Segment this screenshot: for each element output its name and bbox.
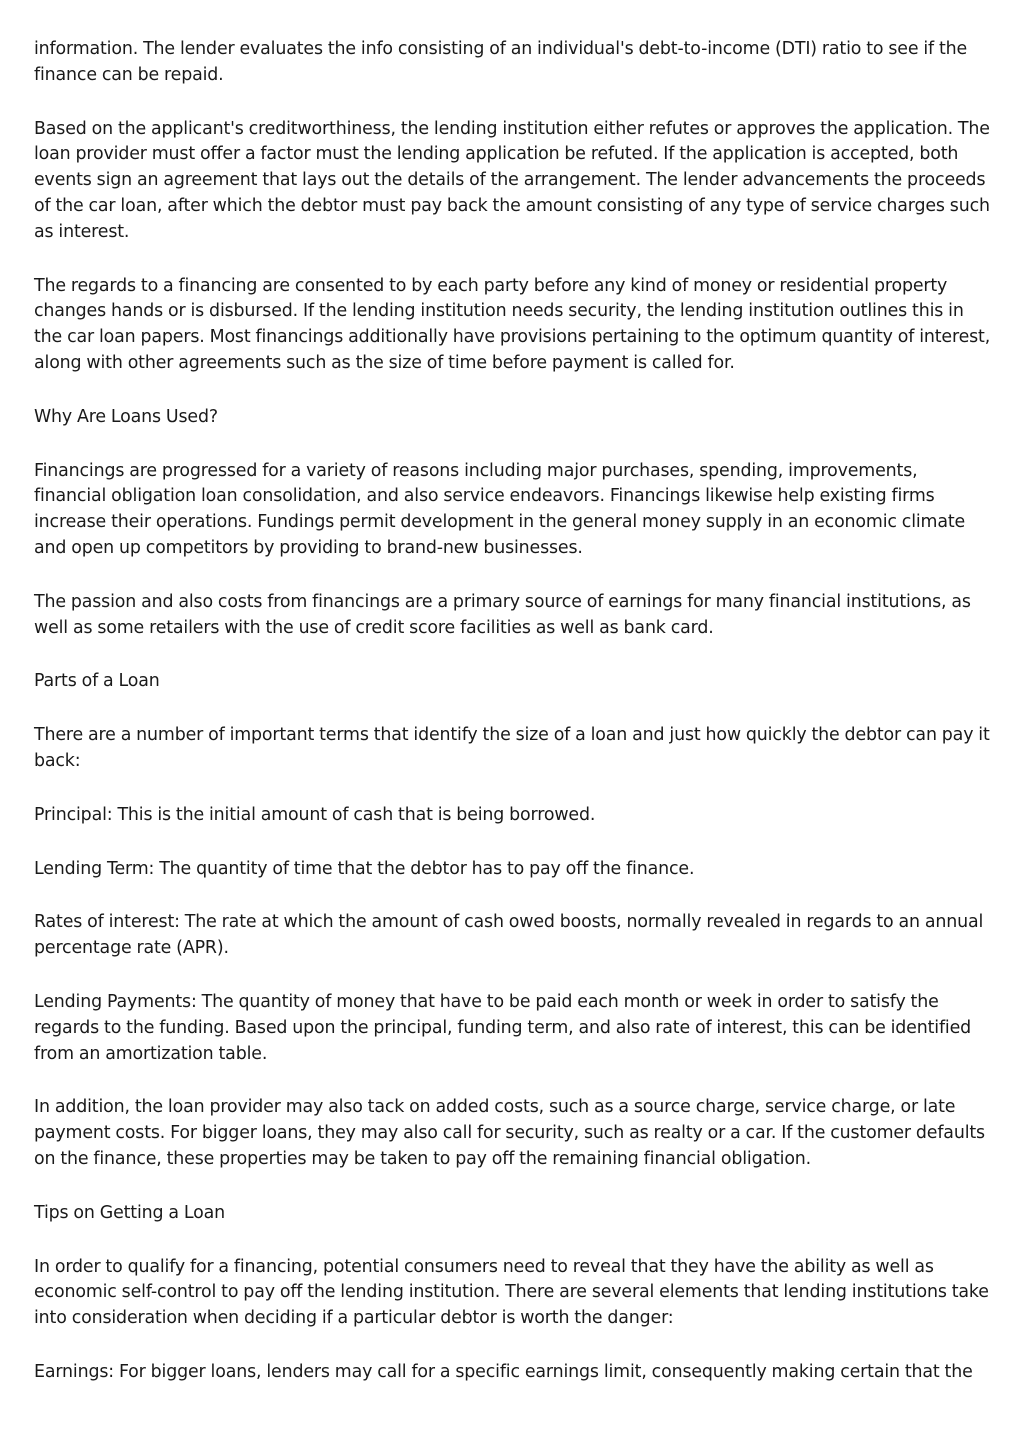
paragraph-lending-term: Lending Term: The quantity of time that the debtor has to pay off the finance.: [34, 858, 695, 879]
paragraph-earnings: Earnings: For bigger loans, lenders may call for a specific earnings limit, consequently making certain that the: [34, 1361, 973, 1382]
paragraph-interest-earnings: The passion and also costs from financings are a primary source of earnings for many financial institutions, as well as some retailers with the use of credit score facilities as well as bank card.: [34, 591, 971, 638]
paragraph-important-terms: There are a number of important terms that identify the size of a loan and just how quickly the debtor can pay it back:: [34, 725, 990, 771]
section-heading-why-loans-used: Why Are Loans Used?: [34, 406, 218, 427]
paragraph-added-costs: In addition, the loan provider may also tack on added costs, such as a source charge, service charge, or late payment costs. For bigger loans, they may also call for security, such as realty or a car. If the customer defaults on the finance, these properties may be taken to pay off the remaining financial obligation.: [34, 1097, 985, 1169]
paragraph-creditworthiness: Based on the applicant's creditworthiness, the lending institution either refutes or approves the application. The loan provider must offer a factor must the lending application be refuted. If the application is accepted, both events sign an agreement that lays out the details of the arrangement. The lender advancements the proceeds of the car loan, after which the debtor must pay back the amount consisting of any type of service charges such as interest.: [34, 118, 990, 242]
paragraph-financing-terms: The regards to a financing are consented to by each party before any kind of money or residential property changes hands or is disbursed. If the lending institution needs security, the lending institution outlines this in the car loan papers. Most financings additionally have provisions pertaining to the optimum quantity of interest, along with other agreements such as the size of time before payment is called for.: [34, 275, 991, 373]
paragraph-qualification: In order to qualify for a financing, potential consumers need to reveal that they have the ability as well as economic self-control to pay off the lending institution. There are several elements that lending institutions take into consideration when deciding if a particular debtor is worth the danger:: [34, 1256, 989, 1329]
paragraph-interest-rates: Rates of interest: The rate at which the amount of cash owed boosts, normally revealed in regards to an annual percentage rate (APR).: [34, 912, 984, 959]
paragraph-loan-purposes: Financings are progressed for a variety of reasons including major purchases, spending, improvements, financial obligation loan consolidation, and also service endeavors. Financings likewise help existing firms increase their operations. Fundings permit development in the general money supply in an economic climate and open up competitors by providing to brand-new businesses.: [34, 460, 966, 558]
section-heading-parts-of-loan: Parts of a Loan: [34, 671, 160, 692]
document-body: [34, 37, 992, 1414]
paragraph-lending-payments: Lending Payments: The quantity of money that have to be paid each month or week in order to satisfy the regards to the funding. Based upon the principal, funding term, and also rate of interest, this can be identified from an amortization table.: [34, 991, 972, 1064]
section-heading-tips-getting-loan: Tips on Getting a Loan: [34, 1202, 225, 1223]
paragraph-principal: Principal: This is the initial amount of cash that is being borrowed.: [34, 804, 596, 825]
paragraph-dti-evaluation: information. The lender evaluates the info consisting of an individual's debt-to-income (DTI) ratio to see if the finance can be repaid.: [34, 39, 968, 85]
